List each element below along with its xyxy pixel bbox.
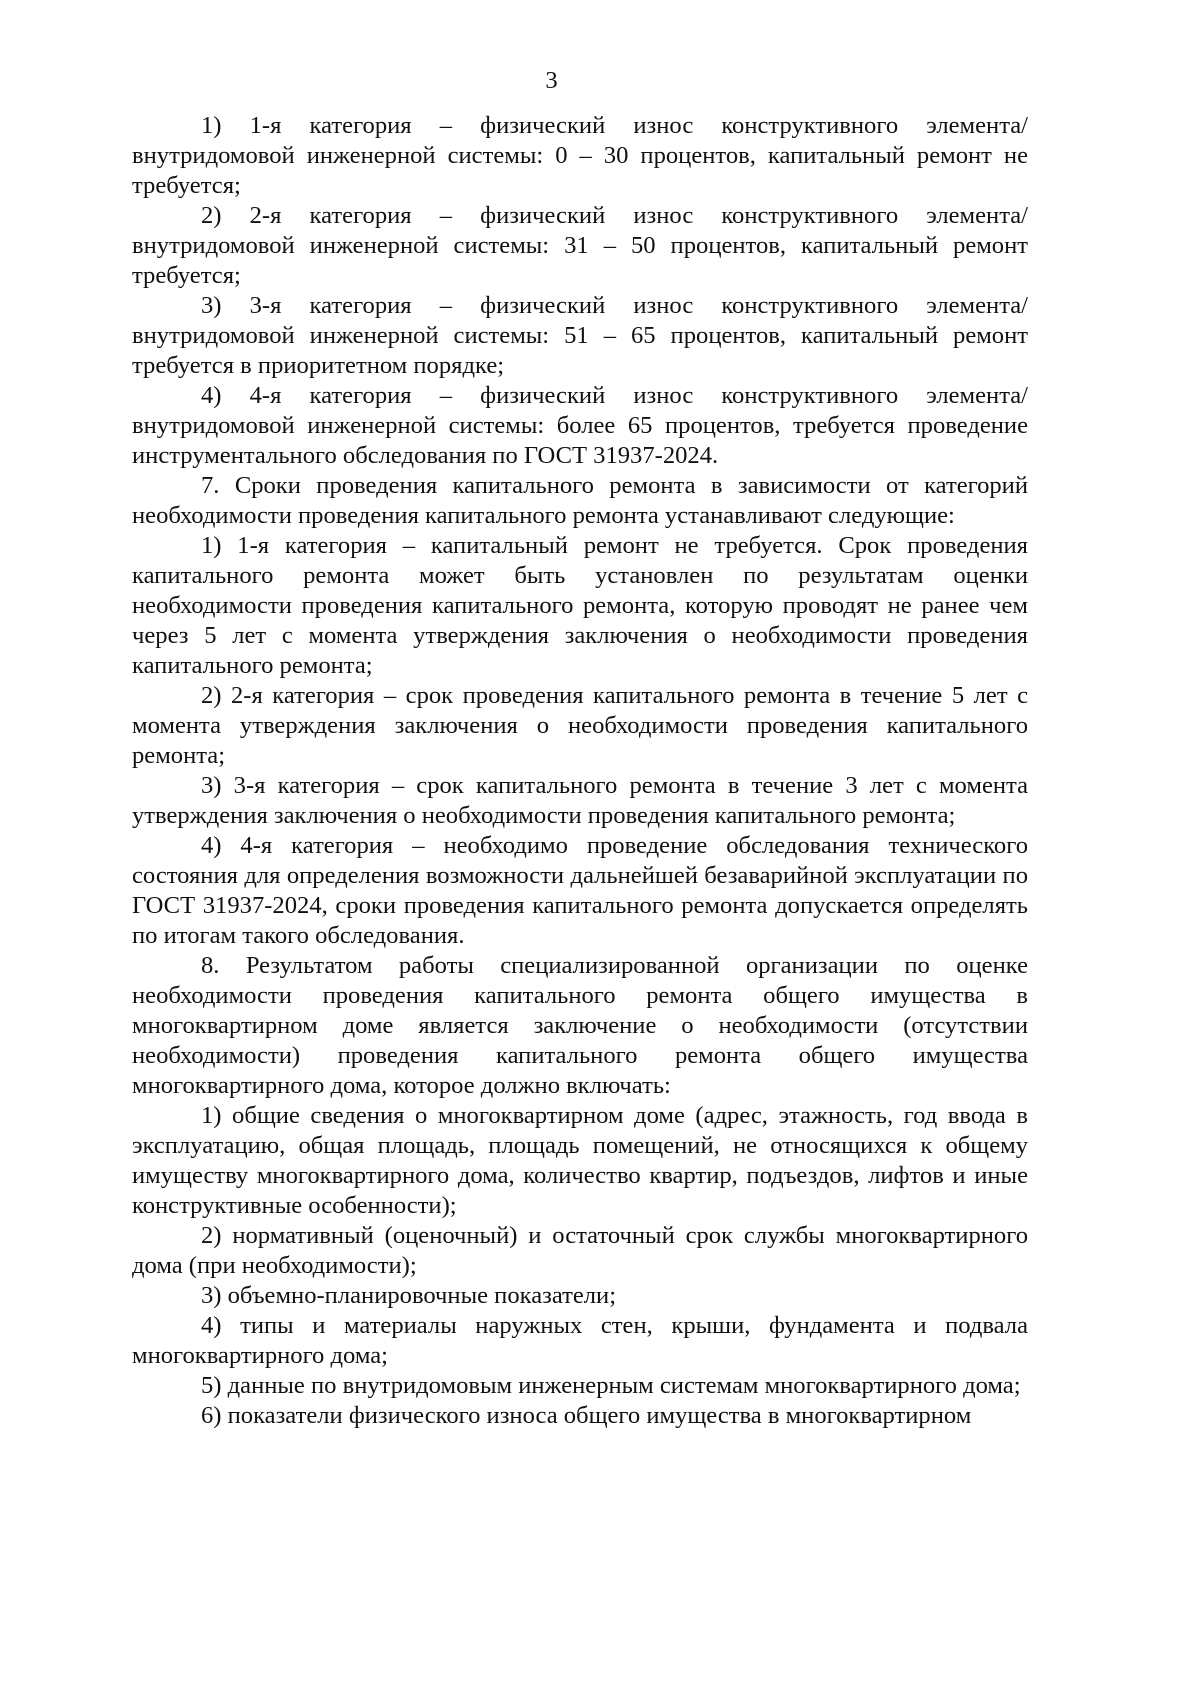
document-body [132,111,1028,1431]
paragraph-section-7: 7. Сроки проведения капитального ремонта в зависимости от категорий необходимости проведения капитального ремонта устанавливают следующие: [132,472,1028,529]
paragraph-category-3-wear: 3) 3-я категория – физический износ конструктивного элемента/внутридомовой инженерной системы: 51 – 65 процентов, капитальный ремонт требуется в приоритетном порядке; [132,292,1028,379]
paragraph-item-service-life: 2) нормативный (оценочный) и остаточный срок службы многоквартирного дома (при необходимости); [132,1222,1028,1279]
paragraph-item-engineering-systems: 5) данные по внутридомовым инженерным системам многоквартирного дома; [201,1372,1021,1399]
page-number: 3 [545,67,558,94]
paragraph-category-1-wear: 1) 1-я категория – физический износ конструктивного элемента/внутридомовой инженерной системы: 0 – 30 процентов, капитальный ремонт не требуется; [132,112,1028,199]
paragraph-item-physical-wear: 6) показатели физического износа общего имущества в многоквартирном [201,1402,972,1429]
paragraph-category-4-wear: 4) 4-я категория – физический износ конструктивного элемента/внутридомовой инженерной системы: более 65 процентов, требуется проведение инструментального обследования по ГОСТ 31937-2024. [132,382,1028,469]
paragraph-term-category-3: 3) 3-я категория – срок капитального ремонта в течение 3 лет с момента утверждения заключения о необходимости проведения капитального ремонта; [132,772,1028,829]
paragraph-term-category-2: 2) 2-я категория – срок проведения капитального ремонта в течение 5 лет с момента утверждения заключения о необходимости проведения капитального ремонта; [132,682,1028,769]
paragraph-item-materials: 4) типы и материалы наружных стен, крыши, фундамента и подвала многоквартирного дома; [132,1312,1028,1369]
paragraph-item-general-info: 1) общие сведения о многоквартирном доме (адрес, этажность, год ввода в эксплуатацию, общая площадь, площадь помещений, не относящихся к общему имуществу многоквартирного дома, количество квартир, подъездов, лифтов и иные конструктивные особенности); [132,1102,1028,1219]
paragraph-item-planning-indicators: 3) объемно-планировочные показатели; [201,1282,617,1309]
paragraph-term-category-1: 1) 1-я категория – капитальный ремонт не требуется. Срок проведения капитального ремонта может быть установлен по результатам оценки необходимости проведения капитального ремонта, которую проводят не ранее чем через 5 лет с момента утверждения заключения о необходимости проведения капитального ремонта; [132,532,1028,679]
paragraph-term-category-4: 4) 4-я категория – необходимо проведение обследования технического состояния для определения возможности дальнейшей безаварийной эксплуатации по ГОСТ 31937-2024, сроки проведения капитального ремонта допускается определять по итогам такого обследования. [132,832,1028,949]
paragraph-section-8: 8. Результатом работы специализированной организации по оценке необходимости проведения капитального ремонта общего имущества в многоквартирном доме является заключение о необходимости (отсутствии необходимости) проведения капитального ремонта общего имущества многоквартирного дома, которое должно включать: [132,952,1028,1099]
paragraph-category-2-wear: 2) 2-я категория – физический износ конструктивного элемента/внутридомовой инженерной системы: 31 – 50 процентов, капитальный ремонт требуется; [132,202,1028,289]
